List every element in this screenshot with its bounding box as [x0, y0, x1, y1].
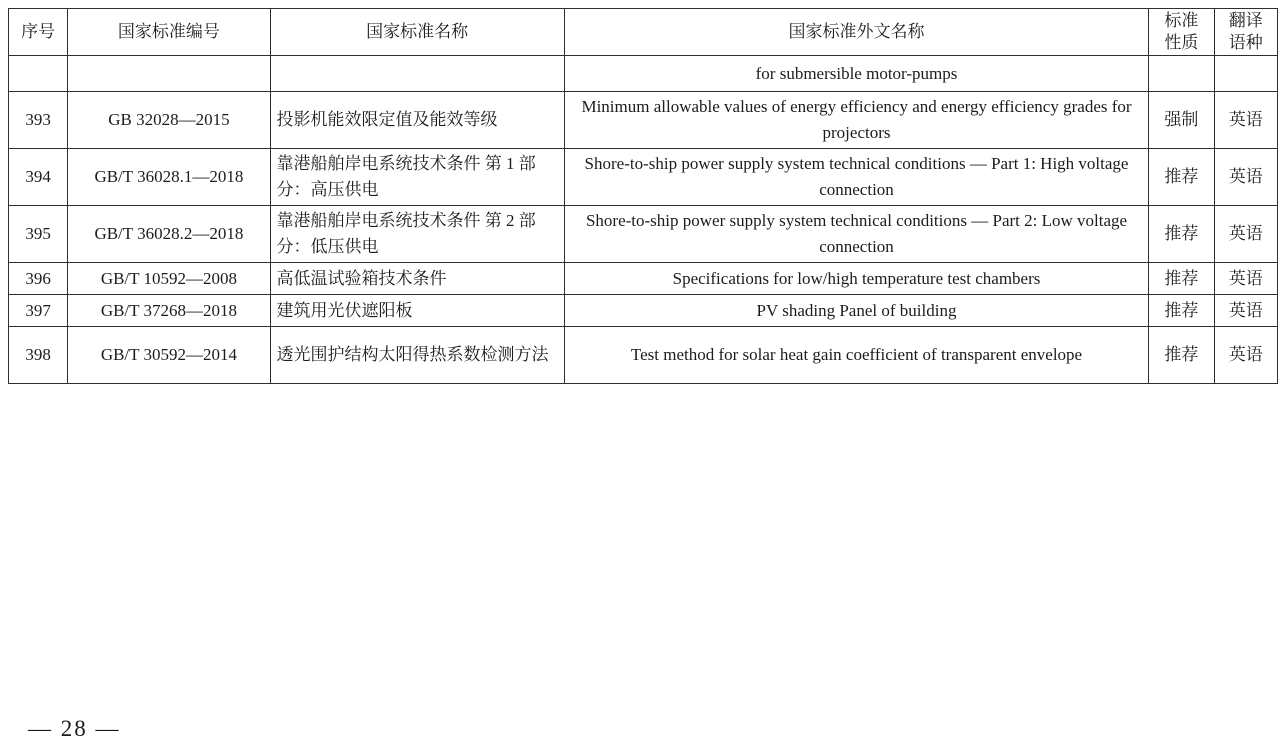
- table-row: [9, 149, 1278, 206]
- cell-code: GB/T 10592—2008: [68, 263, 270, 295]
- header-nature-line1: 标准: [1164, 11, 1199, 30]
- cell-nature: 推荐: [1149, 263, 1214, 295]
- cell-lang: [1214, 56, 1277, 92]
- cell-name-cn: 建筑用光伏遮阳板: [270, 295, 564, 327]
- cell-code: GB/T 36028.2—2018: [68, 206, 270, 263]
- header-standard-name-en: 国家标准外文名称: [564, 9, 1148, 56]
- cell-nature: 推荐: [1149, 327, 1214, 384]
- cell-nature: 推荐: [1149, 149, 1214, 206]
- cell-name-en: Shore-to-ship power supply system technical conditions — Part 1: High voltage connection: [564, 149, 1148, 206]
- cell-name-en: for submersible motor-pumps: [564, 56, 1148, 92]
- cell-lang: 英语: [1214, 327, 1277, 384]
- header-translation-language: [1214, 9, 1277, 56]
- table-row: [9, 92, 1278, 149]
- table-row: [9, 295, 1278, 327]
- cell-name-en: Specifications for low/high temperature test chambers: [564, 263, 1148, 295]
- cell-name-cn: 透光围护结构太阳得热系数检测方法: [270, 327, 564, 384]
- cell-nature: 推荐: [1149, 206, 1214, 263]
- cell-index: 398: [9, 327, 68, 384]
- cell-lang: 英语: [1214, 206, 1277, 263]
- header-standard-nature: [1149, 9, 1214, 56]
- cell-name-en: PV shading Panel of building: [564, 295, 1148, 327]
- cell-lang: 英语: [1214, 149, 1277, 206]
- table-row: [9, 56, 1278, 92]
- cell-index: 394: [9, 149, 68, 206]
- table-body: [9, 56, 1278, 384]
- cell-lang: 英语: [1214, 295, 1277, 327]
- table-header-row: [9, 9, 1278, 56]
- cell-code: GB/T 30592—2014: [68, 327, 270, 384]
- cell-name-cn: 高低温试验箱技术条件: [270, 263, 564, 295]
- cell-name-cn: 靠港船舶岸电系统技术条件 第 1 部分：高压供电: [270, 149, 564, 206]
- cell-index: 393: [9, 92, 68, 149]
- cell-code: GB/T 37268—2018: [68, 295, 270, 327]
- cell-name-en: Test method for solar heat gain coefficient of transparent envelope: [564, 327, 1148, 384]
- standards-table: [8, 8, 1278, 384]
- header-nature-line2: 性质: [1164, 33, 1199, 52]
- header-lang-line2: 语种: [1228, 33, 1263, 52]
- cell-nature: [1149, 56, 1214, 92]
- cell-name-en: Minimum allowable values of energy efficiency and energy efficiency grades for projectors: [564, 92, 1148, 149]
- header-index: 序号: [9, 9, 68, 56]
- cell-code: GB 32028—2015: [68, 92, 270, 149]
- cell-code: [68, 56, 270, 92]
- cell-nature: 强制: [1149, 92, 1214, 149]
- header-standard-name-cn: 国家标准名称: [270, 9, 564, 56]
- cell-index: 395: [9, 206, 68, 263]
- page-number: — 28 —: [28, 716, 121, 741]
- table-row: [9, 327, 1278, 384]
- cell-index: 397: [9, 295, 68, 327]
- table-row: [9, 263, 1278, 295]
- cell-name-cn: [270, 56, 564, 92]
- cell-name-cn: 靠港船舶岸电系统技术条件 第 2 部分：低压供电: [270, 206, 564, 263]
- header-lang-line1: 翻译: [1228, 11, 1263, 30]
- cell-name-cn: 投影机能效限定值及能效等级: [270, 92, 564, 149]
- table-row: [9, 206, 1278, 263]
- cell-code: GB/T 36028.1—2018: [68, 149, 270, 206]
- cell-index: 396: [9, 263, 68, 295]
- cell-name-en: Shore-to-ship power supply system technical conditions — Part 2: Low voltage connection: [564, 206, 1148, 263]
- cell-lang: 英语: [1214, 263, 1277, 295]
- cell-index: [9, 56, 68, 92]
- cell-nature: 推荐: [1149, 295, 1214, 327]
- cell-lang: 英语: [1214, 92, 1277, 149]
- header-standard-code: 国家标准编号: [68, 9, 270, 56]
